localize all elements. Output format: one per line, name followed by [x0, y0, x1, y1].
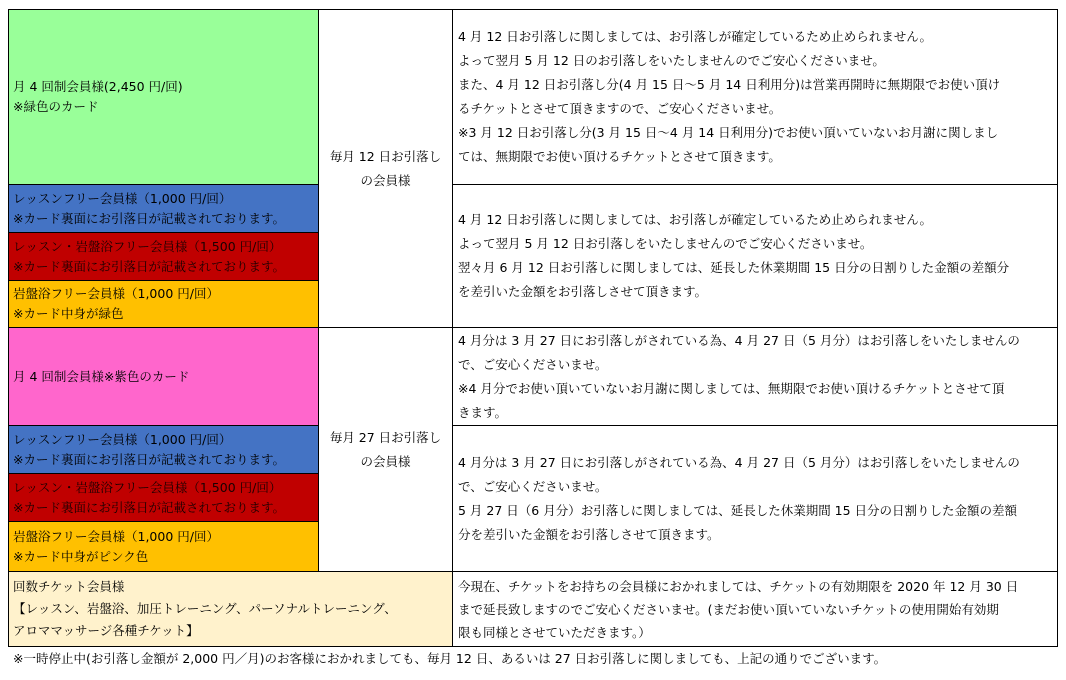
notice-cell: [453, 185, 1058, 328]
footnote: ※一時停止中(お引落し金額が 2,000 円／月)のお客様におかれましても、毎月 12 日、あるいは 27 日お引落しに関しましても、上記の通りでございます。: [13, 651, 887, 666]
member-type-cell: [9, 10, 319, 185]
card-note: ※カード中身がピンク色: [13, 548, 149, 564]
card-note: ※カード裏面にお引落日が記載されております。: [13, 499, 285, 515]
notice-line: を差引いた金額をお引落しさせて頂きます。: [458, 284, 708, 299]
notice-line: で、ご安心くださいませ。: [458, 356, 608, 372]
table-row: [9, 572, 1058, 647]
notice-line: 今現在、チケットをお持ちの会員様におかれましては、チケットの有効期限を 2020 年 12 月 30 日: [458, 578, 1019, 594]
table-row: [9, 426, 1058, 474]
card-note: ※緑色のカード: [13, 99, 99, 114]
member-type-label: レッスンフリー会員様（1,000 円/回）: [13, 190, 232, 206]
notice-line: るチケットとさせて頂きますので、ご安心くださいませ。: [458, 101, 782, 116]
notice-line: 4 月分は 3 月 27 日にお引落しがされている為、4 月 27 日（5 月分）はお引落しをいたしませんの: [458, 454, 1020, 470]
ticket-types: 【レッスン、岩盤浴、加圧トレーニング、パーソナルトレーニング、: [13, 601, 397, 616]
notice-line: 限も同様とさせていただきます。）: [458, 624, 651, 640]
ticket-types: アロママッサージ各種チケット】: [13, 623, 199, 638]
table-row: [9, 185, 1058, 233]
card-note: ※カード裏面にお引落日が記載されております。: [13, 258, 285, 274]
notice-cell: [453, 10, 1058, 185]
notice-line: 4 月 12 日お引落しに関しましては、お引落しが確定しているため止められません。: [458, 29, 933, 44]
notice-line: 5 月 27 日（6 月分）お引落しに関しましては、延長した休業期間 15 日分の日割りした金額の差額: [458, 502, 1018, 518]
member-type-cell: [9, 328, 319, 426]
member-type-label: 月 4 回制会員様※紫色のカード: [13, 368, 190, 384]
table-row: [9, 328, 1058, 426]
billing-schedule-line: の会員様: [360, 453, 411, 469]
member-type-label: 岩盤浴フリー会員様（1,000 円/回）: [13, 528, 219, 544]
member-type-cell: [9, 233, 319, 281]
billing-schedule-line: の会員様: [360, 172, 411, 188]
notice-line: で、ご安心くださいませ。: [458, 478, 608, 494]
table-row: [9, 10, 1058, 185]
notice-line: また、4 月 12 日お引落し分(4 月 15 日～5 月 14 日利用分)は営業再開時に無期限でお使い頂け: [458, 77, 1001, 92]
member-type-cell: [9, 426, 319, 474]
notice-line: ※4 月分でお使い頂いていないお月謝に関しましては、無期限でお使い頂けるチケットとさせて頂: [458, 380, 1005, 396]
member-type-label: レッスンフリー会員様（1,000 円/回）: [13, 431, 232, 447]
billing-schedule-cell: [319, 10, 453, 328]
notice-line: よって翌月 5 月 12 日のお引落しをいたしませんのでご安心くださいませ。: [458, 53, 885, 68]
notice-cell: [453, 572, 1058, 647]
notice-line: 分を差引いた金額をお引落しさせて頂きます。: [458, 526, 720, 542]
card-note: ※カード裏面にお引落日が記載されております。: [13, 210, 285, 226]
member-type-label: 月 4 回制会員様(2,450 円/回): [13, 79, 183, 94]
notice-line: きます。: [458, 404, 508, 420]
member-type-label: レッスン・岩盤浴フリー会員様（1,500 円/回）: [13, 479, 282, 495]
member-type-label: 岩盤浴フリー会員様（1,000 円/回）: [13, 286, 219, 301]
member-type-label: レッスン・岩盤浴フリー会員様（1,500 円/回）: [13, 238, 282, 254]
notice-line: よって翌月 5 月 12 日お引落しをいたしませんのでご安心くださいませ。: [458, 236, 873, 251]
notice-line: 翌々月 6 月 12 日お引落しに関しましては、延長した休業期間 15 日分の日割りした金額の差額分: [458, 260, 1010, 275]
member-type-cell: [9, 522, 319, 572]
ticket-member-cell: [9, 572, 453, 647]
billing-schedule-cell: [319, 328, 453, 572]
membership-notice-table: [8, 9, 1058, 647]
member-type-cell: [9, 281, 319, 328]
card-note: ※カード裏面にお引落日が記載されております。: [13, 451, 285, 467]
member-type-cell: [9, 185, 319, 233]
notice-cell: [453, 328, 1058, 426]
card-note: ※カード中身が緑色: [13, 306, 124, 321]
member-type-cell: [9, 474, 319, 522]
notice-line: ※3 月 12 日お引落し分(3 月 15 日～4 月 14 日利用分)でお使い頂いていないお月謝に関しまし: [458, 125, 999, 140]
notice-line: まで延長致しますのでご安心くださいませ。(まだお使い頂いていないチケットの使用開始有効期: [458, 601, 999, 617]
notice-line: 4 月 12 日お引落しに関しましては、お引落しが確定しているため止められません。: [458, 212, 933, 227]
notice-line: 4 月分は 3 月 27 日にお引落しがされている為、4 月 27 日（5 月分）はお引落しをいたしませんの: [458, 332, 1020, 348]
notice-line: ては、無期限でお使い頂けるチケットとさせて頂きます。: [458, 149, 781, 164]
notice-cell: [453, 426, 1058, 572]
ticket-member-label: 回数チケット会員様: [13, 579, 125, 594]
billing-schedule-line: 毎月 27 日お引落し: [329, 429, 442, 445]
billing-schedule-line: 毎月 12 日お引落し: [329, 148, 442, 164]
